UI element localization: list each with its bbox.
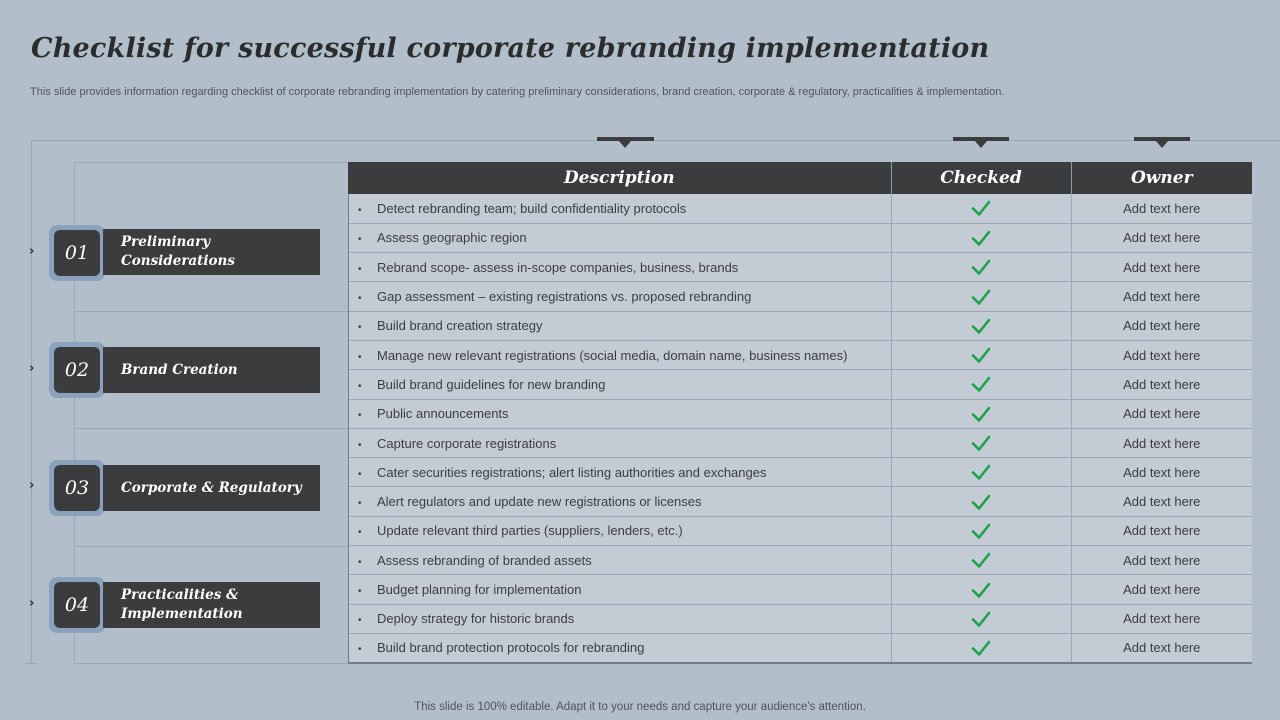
checked-cell <box>891 633 1071 662</box>
owner-cell: Add text here <box>1071 458 1252 487</box>
chevron-right-icon: › <box>29 244 35 259</box>
panel-divider-2 <box>74 428 348 429</box>
owner-cell: Add text here <box>1071 575 1252 604</box>
bullet: • <box>358 556 362 568</box>
bullet: • <box>358 527 362 539</box>
chevron-right-icon: › <box>29 596 35 611</box>
category-label <box>103 347 320 393</box>
owner-cell: Add text here <box>1071 282 1252 311</box>
category-label <box>103 229 320 275</box>
description-cell <box>348 546 891 575</box>
owner-cell: Add text here <box>1071 633 1252 662</box>
checkmark-icon <box>970 609 992 629</box>
bullet: • <box>358 380 362 392</box>
table-left-border <box>348 194 349 664</box>
table-row <box>348 311 1252 340</box>
checked-cell <box>891 428 1071 457</box>
description-cell <box>348 253 891 282</box>
category-label-line: Brand Creation <box>121 361 238 378</box>
description-cell <box>348 516 891 545</box>
checkmark-icon <box>970 316 992 336</box>
description-text: Alert regulators and update new registrations or licenses <box>377 494 702 510</box>
checkmark-icon <box>970 345 992 365</box>
category-number-badge <box>49 225 105 281</box>
description-text: Manage new relevant registrations (social media, domain name, business names) <box>377 347 848 363</box>
description-marker-arrow <box>619 141 631 148</box>
table-row <box>348 340 1252 369</box>
checkmark-icon <box>970 198 992 218</box>
table-row <box>348 370 1252 399</box>
chevron-right-icon: › <box>29 361 35 376</box>
bullet: • <box>358 586 362 597</box>
checked-cell <box>891 575 1071 604</box>
table-row <box>348 487 1252 516</box>
description-text: Assess geographic region <box>377 230 527 246</box>
slide-subtitle: This slide provides information regarding checklist of corporate rebranding implementation by catering preliminary considerations, brand creation, corporate & regulatory, practicalities & implementation. <box>30 86 1005 98</box>
bullet: • <box>358 234 362 246</box>
checked-cell <box>891 311 1071 340</box>
category-label-line: Implementation <box>121 606 243 622</box>
description-text: Build brand guidelines for new branding <box>377 376 606 392</box>
checked-cell <box>891 546 1071 575</box>
table-row <box>348 399 1252 428</box>
checked-cell <box>891 604 1071 633</box>
description-header: Description <box>348 162 891 194</box>
table-row <box>348 223 1252 252</box>
category-label-line: Corporate & Regulatory <box>121 479 302 496</box>
category-label-line: Practicalities & <box>121 587 239 603</box>
description-cell <box>348 223 891 252</box>
owner-cell: Add text here <box>1071 428 1252 457</box>
checked-cell <box>891 487 1071 516</box>
owner-cell: Add text here <box>1071 223 1252 252</box>
slide-title: Checklist for successful corporate rebranding implementation <box>31 33 990 64</box>
frame-bottom-tick <box>25 663 37 664</box>
description-text: Deploy strategy for historic brands <box>377 611 575 627</box>
description-text: Detect rebranding team; build confidentiality protocols <box>377 200 687 216</box>
footer-note: This slide is 100% editable. Adapt it to your needs and capture your audience's attention. <box>414 701 866 713</box>
bullet: • <box>358 410 362 422</box>
owner-cell: Add text here <box>1071 194 1252 223</box>
table-row <box>348 546 1252 575</box>
category-number-badge <box>49 460 105 516</box>
description-text: Update relevant third parties (suppliers, lenders, etc.) <box>377 523 683 539</box>
description-text: Build brand creation strategy <box>377 318 543 334</box>
checkmark-icon <box>970 374 992 394</box>
owner-cell: Add text here <box>1071 604 1252 633</box>
bullet: • <box>358 263 362 275</box>
checked-cell <box>891 194 1071 223</box>
bullet: • <box>358 351 362 363</box>
description-cell <box>348 311 891 340</box>
table-row <box>348 428 1252 457</box>
table-row <box>348 282 1252 311</box>
table-header-row <box>348 162 1252 194</box>
checkmark-icon <box>970 580 992 600</box>
owner-cell: Add text here <box>1071 370 1252 399</box>
chevron-right-icon: › <box>29 478 35 493</box>
owner-cell: Add text here <box>1071 399 1252 428</box>
panel-divider-3 <box>74 546 348 547</box>
description-cell <box>348 428 891 457</box>
owner-cell: Add text here <box>1071 253 1252 282</box>
panel-divider-1 <box>74 311 348 312</box>
description-text: Public announcements <box>377 406 509 422</box>
table-row <box>348 575 1252 604</box>
description-text: Assess rebranding of branded assets <box>377 552 592 568</box>
description-cell <box>348 487 891 516</box>
owner-cell: Add text here <box>1071 546 1252 575</box>
checkmark-icon <box>970 404 992 424</box>
checked-cell <box>891 253 1071 282</box>
bullet: • <box>358 204 362 216</box>
owner-cell: Add text here <box>1071 311 1252 340</box>
bullet: • <box>358 468 362 480</box>
description-cell <box>348 604 891 633</box>
description-text: Build brand protection protocols for rebranding <box>377 640 645 656</box>
category-label <box>103 582 320 628</box>
checkmark-icon <box>970 462 992 482</box>
category-label <box>103 465 320 511</box>
owner-cell: Add text here <box>1071 516 1252 545</box>
checkmark-icon <box>970 492 992 512</box>
checkmark-icon <box>970 257 992 277</box>
category-number: 04 <box>54 582 100 628</box>
table-row <box>348 194 1252 223</box>
table-row <box>348 253 1252 282</box>
checked-header: Checked <box>891 162 1071 194</box>
category-number: 02 <box>54 347 100 393</box>
panel-top-line <box>74 162 348 163</box>
description-cell <box>348 370 891 399</box>
checkmark-icon <box>970 228 992 248</box>
frame-left-line <box>29 140 35 664</box>
description-text: Capture corporate registrations <box>377 435 557 451</box>
panel-bottom-line <box>74 663 348 664</box>
description-text: Rebrand scope- assess in-scope companies, business, brands <box>377 259 739 275</box>
owner-cell: Add text here <box>1071 487 1252 516</box>
owner-cell: Add text here <box>1071 340 1252 369</box>
description-cell <box>348 340 891 369</box>
description-cell <box>348 458 891 487</box>
description-cell <box>348 575 891 604</box>
category-number-badge <box>49 577 105 633</box>
category-number: 01 <box>54 230 100 276</box>
checkmark-icon <box>970 521 992 541</box>
table-row <box>348 516 1252 545</box>
description-cell <box>348 633 891 662</box>
bullet: • <box>358 615 362 627</box>
checked-marker-arrow <box>975 141 987 148</box>
owner-marker-arrow <box>1156 141 1168 148</box>
table-row <box>348 604 1252 633</box>
bullet: • <box>358 644 362 656</box>
bullet: • <box>358 322 362 334</box>
table-row <box>348 633 1252 662</box>
category-label-line: Preliminary <box>121 234 211 250</box>
checkmark-icon <box>970 638 992 658</box>
category-label-line: Considerations <box>121 253 235 269</box>
checked-cell <box>891 516 1071 545</box>
table-row <box>348 458 1252 487</box>
checkmark-icon <box>970 433 992 453</box>
bullet: • <box>358 293 362 305</box>
description-text: Budget planning for implementation <box>377 582 582 597</box>
category-number: 03 <box>54 465 100 511</box>
checked-cell <box>891 458 1071 487</box>
description-text: Gap assessment – existing registrations vs. proposed rebranding <box>377 289 752 305</box>
checklist-table <box>348 162 1252 664</box>
checked-cell <box>891 399 1071 428</box>
checkmark-icon <box>970 287 992 307</box>
checkmark-icon <box>970 550 992 570</box>
checked-cell <box>891 282 1071 311</box>
description-cell <box>348 194 891 223</box>
owner-header: Owner <box>1071 162 1252 194</box>
bullet: • <box>358 439 362 451</box>
description-text: Cater securities registrations; alert listing authorities and exchanges <box>377 464 767 480</box>
category-number-badge <box>49 342 105 398</box>
bullet: • <box>358 498 362 510</box>
checked-cell <box>891 223 1071 252</box>
frame-top-line <box>31 140 1280 141</box>
description-cell <box>348 399 891 428</box>
checked-cell <box>891 340 1071 369</box>
checked-cell <box>891 370 1071 399</box>
description-cell <box>348 282 891 311</box>
